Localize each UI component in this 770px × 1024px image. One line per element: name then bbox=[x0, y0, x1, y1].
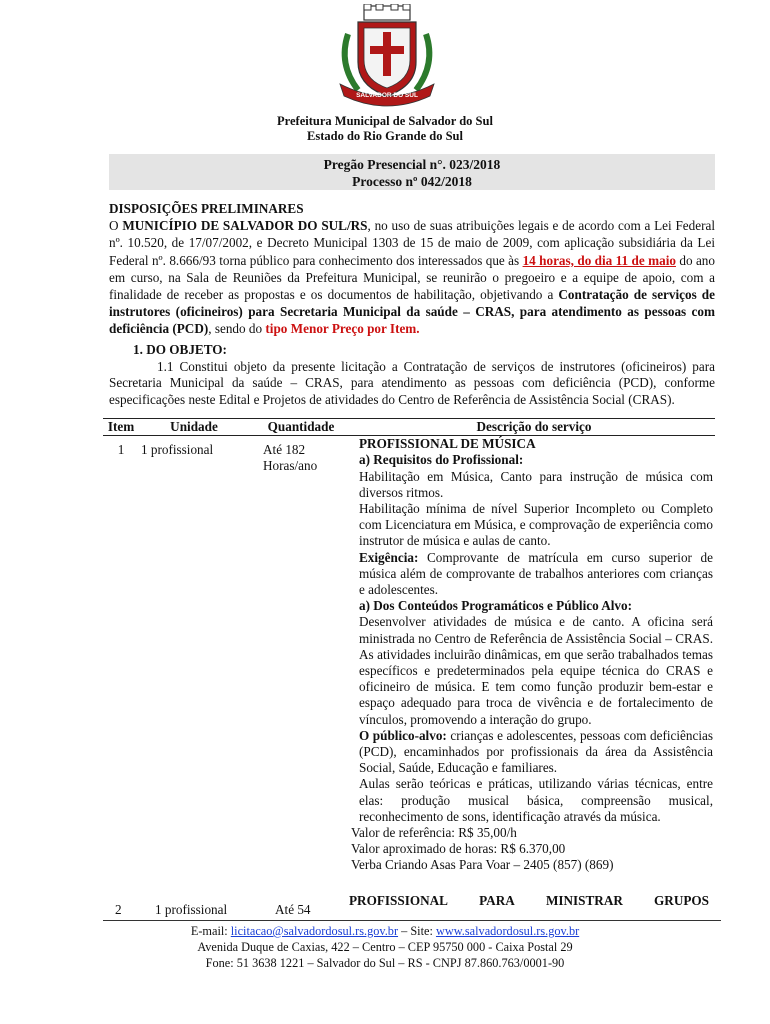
row2-word-1: PROFISSIONAL bbox=[349, 893, 448, 908]
desc-verba: Verba Criando Asas Para Voar – 2405 (857) (869) bbox=[351, 857, 614, 873]
header-line-1: Prefeitura Municipal de Salvador do Sul bbox=[277, 114, 493, 128]
row2-word-4: GRUPOS bbox=[654, 893, 709, 908]
para-text-g: , sendo do bbox=[208, 321, 266, 337]
para-text-e: do ano em curso, na Sala de Reuniões da Prefeitura Municipal, se reunirão o pregoeiro e a equipe de apoio, com a finalidade de receber as propostas e os documentos de habilitação, objetivando a bbox=[109, 252, 715, 303]
cell-descricao bbox=[353, 436, 715, 874]
desc-valor-aprox: Valor aproximado de horas: R$ 6.370,00 bbox=[351, 841, 566, 857]
municipal-crest-logo bbox=[334, 4, 440, 108]
cell-item: 1 bbox=[117, 442, 125, 458]
cell-unidade: 1 profissional bbox=[141, 442, 214, 458]
qty-line-2: Horas/ano bbox=[263, 458, 318, 474]
row2-item: 2 bbox=[115, 902, 122, 917]
para-text-c: , no uso de suas atribuições legais e de acordo com a Lei Federal nº. 10.520, de 17/07/2002, e Decreto Municipal 1303 de 15 de maio de 2009, com aplicação subsidiária da Lei Federal nº. 8.666/93 torna público para conhecimento dos interessados que às bbox=[109, 218, 716, 268]
th-unidade: Unidade bbox=[139, 419, 249, 436]
th-descricao: Descrição do serviço bbox=[353, 419, 715, 436]
services-table bbox=[103, 418, 715, 874]
qty-line-1: Até 182 bbox=[263, 442, 306, 458]
email-label: E-mail: bbox=[190, 924, 231, 938]
desc-req-1: Habilitação em Música, Canto para instrução de música com diversos ritmos. bbox=[359, 468, 713, 500]
desc-valor-ref: Valor de referência: R$ 35,00/h bbox=[351, 825, 517, 841]
exig-label: Exigência: bbox=[359, 549, 419, 565]
desc-publico bbox=[359, 728, 713, 777]
row2-unidade: 1 profissional bbox=[155, 902, 228, 917]
row2-quantidade: Até 54 bbox=[275, 902, 311, 917]
para-tipo-highlight: tipo Menor Preço por Item. bbox=[265, 321, 420, 337]
exig-text: Comprovante de matrícula em curso superior de música além de comprovante de trabalhos anteriores com crianças e adolescentes. bbox=[359, 549, 713, 598]
pub-text: crianças e adolescentes, pessoas com deficiências (PCD), encaminhados por profissionais da área da Assistência Social, Saúde, Educação e familiares. bbox=[359, 727, 714, 776]
header-line-2: Estado do Rio Grande do Sul bbox=[307, 129, 463, 143]
preliminary-section bbox=[109, 200, 715, 338]
pregao-number: Pregão Presencial n°. 023/2018 bbox=[323, 157, 501, 172]
preliminary-paragraph bbox=[109, 217, 715, 337]
desc-aulas: Aulas serão teóricas e práticas, utilizando várias técnicas, entre elas: produção musical básica, compreensão musical, reconhecimento de sons, identificação através da música. bbox=[359, 776, 713, 824]
desc-req-2: Habilitação mínima de nível Superior Incompleto ou Completo com Licenciatura em Música, e comprovação de experiência como instrutor de música e aulas de canto. bbox=[359, 501, 713, 549]
para-date-highlight: 14 horas, do dia 11 de maio bbox=[522, 252, 676, 268]
objeto-paragraph: 1.1 Constitui objeto da presente licitação a Contratação de serviços de instrutores (oficineiros) para Secretaria Municipal da saúde – CRAS, para atendimento as pessoas com deficiência (PCD), conforme especificações neste Edital e Projetos de atividades do Centro de Referência de Assistência Social (CRAS). bbox=[109, 358, 715, 407]
para-text-a: O bbox=[109, 218, 123, 234]
email-link[interactable]: licitacao@salvadordosul.rs.gov.br bbox=[230, 924, 399, 938]
row2-word-3: MINISTRAR bbox=[545, 893, 623, 908]
row2-word-2: PARA bbox=[479, 893, 515, 908]
document-header bbox=[0, 114, 770, 144]
site-link[interactable]: www.salvadordosul.rs.gov.br bbox=[435, 924, 580, 938]
cell-quantidade bbox=[249, 436, 353, 874]
footer-address: Avenida Duque de Caxias, 422 – Centro – CEP 95750 000 - Caixa Postal 29 bbox=[197, 940, 573, 954]
th-item: Item bbox=[103, 419, 139, 436]
para-contratacao: Contratação de serviços de instrutores (oficineiros) para Secretaria Municipal da saúde – CRAS, para atendimento as pessoas com deficiência (PCD) bbox=[109, 287, 715, 337]
objeto-section bbox=[109, 342, 715, 408]
row2-descricao bbox=[349, 893, 709, 909]
desc-title: PROFISSIONAL DE MÚSICA bbox=[359, 436, 536, 452]
footer-divider bbox=[103, 920, 721, 921]
desc-cont-title: a) Dos Conteúdos Programáticos e Público Alvo: bbox=[359, 598, 633, 614]
desc-exigencia bbox=[359, 550, 713, 599]
desc-req-title: a) Requisitos do Profissional: bbox=[359, 452, 524, 468]
crest-banner-text: SALVADOR DO SUL bbox=[356, 92, 418, 99]
site-label: – Site: bbox=[398, 924, 436, 938]
page-footer bbox=[0, 923, 770, 971]
th-quantidade: Quantidade bbox=[249, 419, 353, 436]
section-heading-preliminares: DISPOSIÇÕES PRELIMINARES bbox=[109, 201, 304, 216]
table-row bbox=[103, 890, 715, 918]
para-municipio: MUNICÍPIO DE SALVADOR DO SUL/RS bbox=[122, 218, 368, 234]
pub-label: O público-alvo: bbox=[359, 727, 447, 743]
table-row bbox=[103, 436, 715, 874]
desc-cont-1: Desenvolver atividades de música e de canto. A oficina será ministrada no Centro de Referência de Assistência Social – CRAS. As atividades incluirão dinâmicas, em que serão trabalhados temas específicos e predeterminados pela equipe técnica do CRAS e oficineiro de música. E tem como função produzir bem-estar e espaço adequado para troca de vivência e de fortalecimento de vínculos, promovendo a interação do grupo. bbox=[359, 614, 713, 727]
processo-number: Processo nº 042/2018 bbox=[352, 174, 472, 189]
footer-phone: Fone: 51 3638 1221 – Salvador do Sul – RS - CNPJ 87.860.763/0001-90 bbox=[205, 956, 565, 970]
section-heading-objeto: 1. DO OBJETO: bbox=[133, 342, 227, 357]
table-header-row bbox=[103, 419, 715, 436]
footer-contact bbox=[0, 923, 770, 939]
document-title-box bbox=[109, 154, 715, 190]
